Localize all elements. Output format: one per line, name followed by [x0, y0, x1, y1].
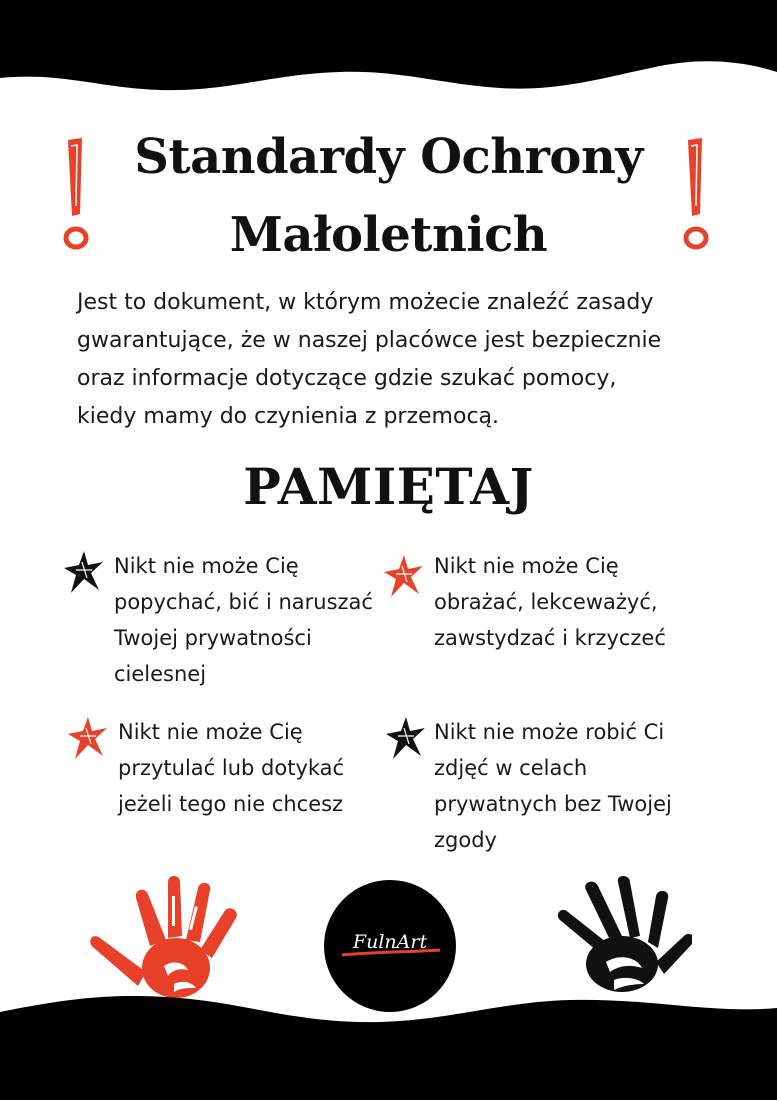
rule-line: zdjęć w celach: [434, 756, 588, 780]
rule-line: Nikt nie może Cię: [434, 554, 619, 578]
red-handprint-icon: [88, 876, 252, 1006]
rule-item-3: [66, 714, 396, 834]
exclamation-right-icon: [680, 136, 712, 256]
rule-line: popychać, bić i naruszać: [114, 590, 373, 614]
title-line-2: Małoletnich: [229, 207, 548, 263]
rule-line: Nikt nie może Cię: [118, 720, 303, 744]
intro-line: gwarantujące, że w naszej placówce jest bezpiecznie: [77, 328, 662, 353]
rule-line: Nikt nie może robić Ci: [434, 720, 665, 744]
star-shape: [386, 717, 425, 759]
rule-item-2: [382, 548, 712, 668]
intro-paragraph: [77, 284, 717, 436]
logo-text: FulnArt: [352, 931, 428, 953]
star-icon: [382, 552, 426, 600]
rule-line: Twojej prywatności: [114, 626, 312, 650]
rule-line: zawstydzać i krzyczeć: [434, 626, 666, 650]
star-icon: [66, 714, 110, 762]
star-shape: [68, 717, 107, 759]
rule-item-4: [382, 714, 712, 864]
star-shape: [384, 555, 423, 597]
intro-line: Jest to dokument, w którym możecie znaleźć zasady: [77, 290, 654, 315]
rule-item-1: [62, 548, 392, 698]
star-icon: [384, 714, 428, 762]
rule-line: cielesnej: [114, 662, 207, 686]
bottom-wave-border: [0, 990, 777, 1100]
rule-line: Nikt nie może Cię: [114, 554, 299, 578]
intro-line: kiedy mamy do czynienia z przemocą.: [77, 404, 500, 429]
title-line-1: Standardy Ochrony: [134, 129, 643, 185]
top-wave-border: [0, 0, 777, 100]
intro-line: oraz informacje dotyczące gdzie szukać pomocy,: [77, 366, 617, 391]
rule-line: przytulać lub dotykać: [118, 756, 345, 780]
remember-heading: PAMIĘTAJ: [243, 457, 534, 516]
exclamation-left-icon: [60, 136, 92, 256]
black-handprint-icon: [552, 876, 692, 1004]
rule-line: obrażać, lekceważyć,: [434, 590, 658, 614]
rule-line: jeżeli tego nie chcesz: [118, 792, 344, 816]
star-icon: [62, 548, 106, 596]
rule-line: zgody: [434, 828, 497, 852]
page-title: [110, 118, 667, 274]
rule-line: prywatnych bez Twojej: [434, 792, 672, 816]
star-shape: [64, 551, 103, 593]
